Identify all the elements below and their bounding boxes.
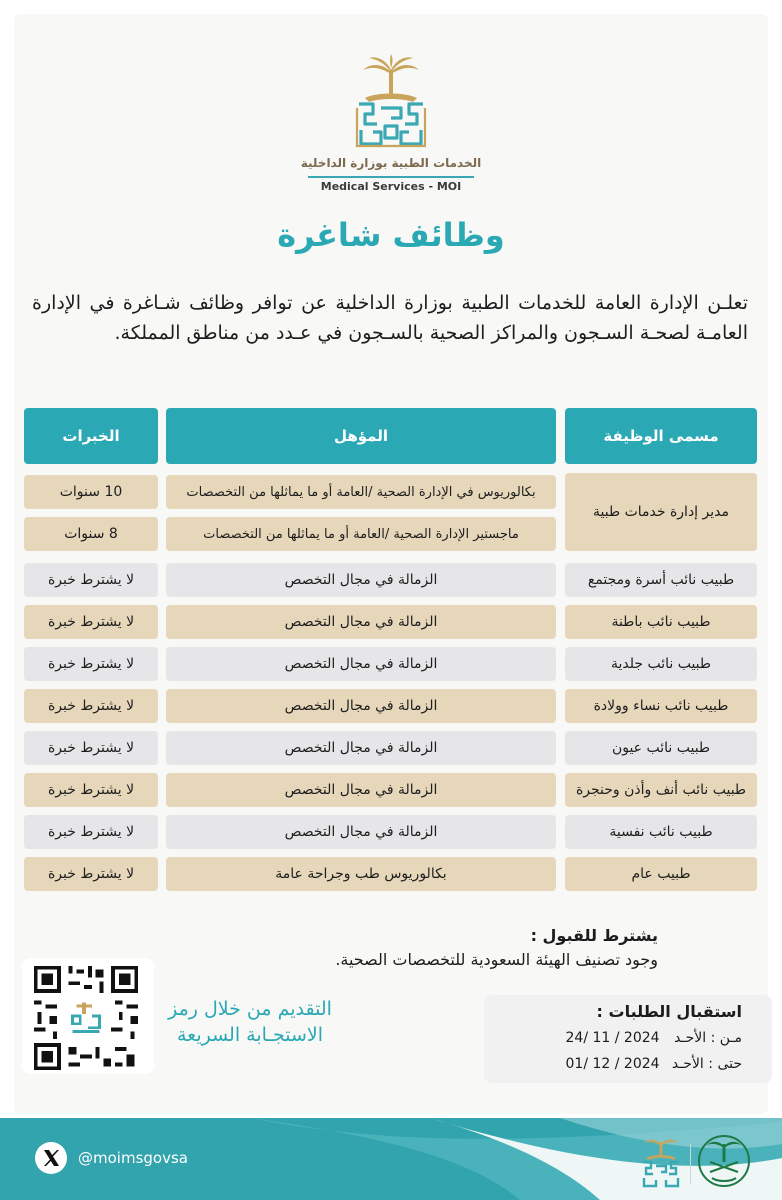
qr-code-icon[interactable] — [30, 962, 142, 1074]
page-title: وظائف شاغرة — [277, 216, 505, 254]
cta-line-1: التقديم من خلال رمز — [168, 998, 332, 1020]
manager-qualification-1: بكالوريوس في الإدارة الصحية /العامة أو ما يماثلها من التخصصات — [166, 475, 556, 509]
footer-logo-divider — [690, 1144, 691, 1184]
row-3-qualification: الزمالة في مجال التخصص — [166, 647, 556, 681]
row-5-job: طبيب نائب عيون — [565, 731, 757, 765]
row-3-experience: لا يشترط خبرة — [24, 647, 158, 681]
manager-experience-2: 8 سنوات — [24, 517, 158, 551]
row-6-job: طبيب نائب أنف وأذن وحنجرة — [565, 773, 757, 807]
row-5-experience: لا يشترط خبرة — [24, 731, 158, 765]
row-2-experience: لا يشترط خبرة — [24, 605, 158, 639]
row-8-experience: لا يشترط خبرة — [24, 857, 158, 891]
row-6-experience: لا يشترط خبرة — [24, 773, 158, 807]
row-3-job: طبيب نائب جلدية — [565, 647, 757, 681]
from-label: مـن : الأحـد — [674, 1030, 742, 1046]
manager-job-cell: مدير إدارة خدمات طبية — [565, 473, 757, 551]
header-qualification: المؤهل — [166, 408, 556, 464]
row-4-qualification: الزمالة في مجال التخصص — [166, 689, 556, 723]
row-4-job: طبيب نائب نساء وولادة — [565, 689, 757, 723]
row-2-job: طبيب نائب باطنة — [565, 605, 757, 639]
applications-to — [566, 1056, 743, 1072]
applications-title: استقبال الطلبات : — [596, 1002, 742, 1021]
intro-paragraph: تعلـن الإدارة العامة للخدمات الطبية بوزارة الداخلية عن توافر وظائف شـاغرة في الإدارة العامـة لصحـة السـجون والمراكز الصحية بالسـجون في عـدد من مناطق المملكة. — [32, 292, 748, 344]
logo-english-text: Medical Services - MOI — [320, 180, 462, 193]
to-label: حتى : الأحـد — [671, 1056, 742, 1072]
requirements-title: يشترط للقبول : — [530, 926, 658, 945]
logo-divider — [308, 176, 474, 178]
social-handle[interactable]: @moimsgovsa — [78, 1149, 188, 1167]
row-7-job: طبيب نائب نفسية — [565, 815, 757, 849]
to-date: 01/ 12 / 2024 — [565, 1056, 660, 1072]
qr-call-to-action — [160, 996, 340, 1048]
row-5-qualification: الزمالة في مجال التخصص — [166, 731, 556, 765]
medical-services-footer-logo-icon — [638, 1134, 684, 1190]
header-experience: الخبرات — [24, 408, 158, 464]
row-1-experience: لا يشترط خبرة — [24, 563, 158, 597]
row-7-qualification: الزمالة في مجال التخصص — [166, 815, 556, 849]
row-4-experience: لا يشترط خبرة — [24, 689, 158, 723]
row-8-qualification: بكالوريوس طب وجراحة عامة — [166, 857, 556, 891]
requirements-text: وجود تصنيف الهيئة السعودية للتخصصات الصحية. — [335, 950, 658, 969]
row-7-experience: لا يشترط خبرة — [24, 815, 158, 849]
x-logo-icon[interactable] — [34, 1141, 68, 1175]
manager-qualification-2: ماجستير الإدارة الصحية /العامة أو ما يماثلها من التخصصات — [166, 517, 556, 551]
row-1-qualification: الزمالة في مجال التخصص — [166, 563, 556, 597]
row-1-job: طبيب نائب أسرة ومجتمع — [565, 563, 757, 597]
applications-from — [566, 1030, 743, 1046]
row-6-qualification: الزمالة في مجال التخصص — [166, 773, 556, 807]
medical-services-logo-icon — [351, 52, 431, 152]
logo-arabic-text: الخدمات الطبية بوزارة الداخلية — [300, 156, 482, 170]
from-date: 24/ 11 / 2024 — [565, 1030, 660, 1046]
manager-experience-1: 10 سنوات — [24, 475, 158, 509]
header-job-title: مسمى الوظيفة — [565, 408, 757, 464]
row-8-job: طبيب عام — [565, 857, 757, 891]
row-2-qualification: الزمالة في مجال التخصص — [166, 605, 556, 639]
cta-line-2: الاستجـابة السريعة — [176, 1024, 324, 1046]
saudi-emblem-icon — [698, 1134, 750, 1188]
